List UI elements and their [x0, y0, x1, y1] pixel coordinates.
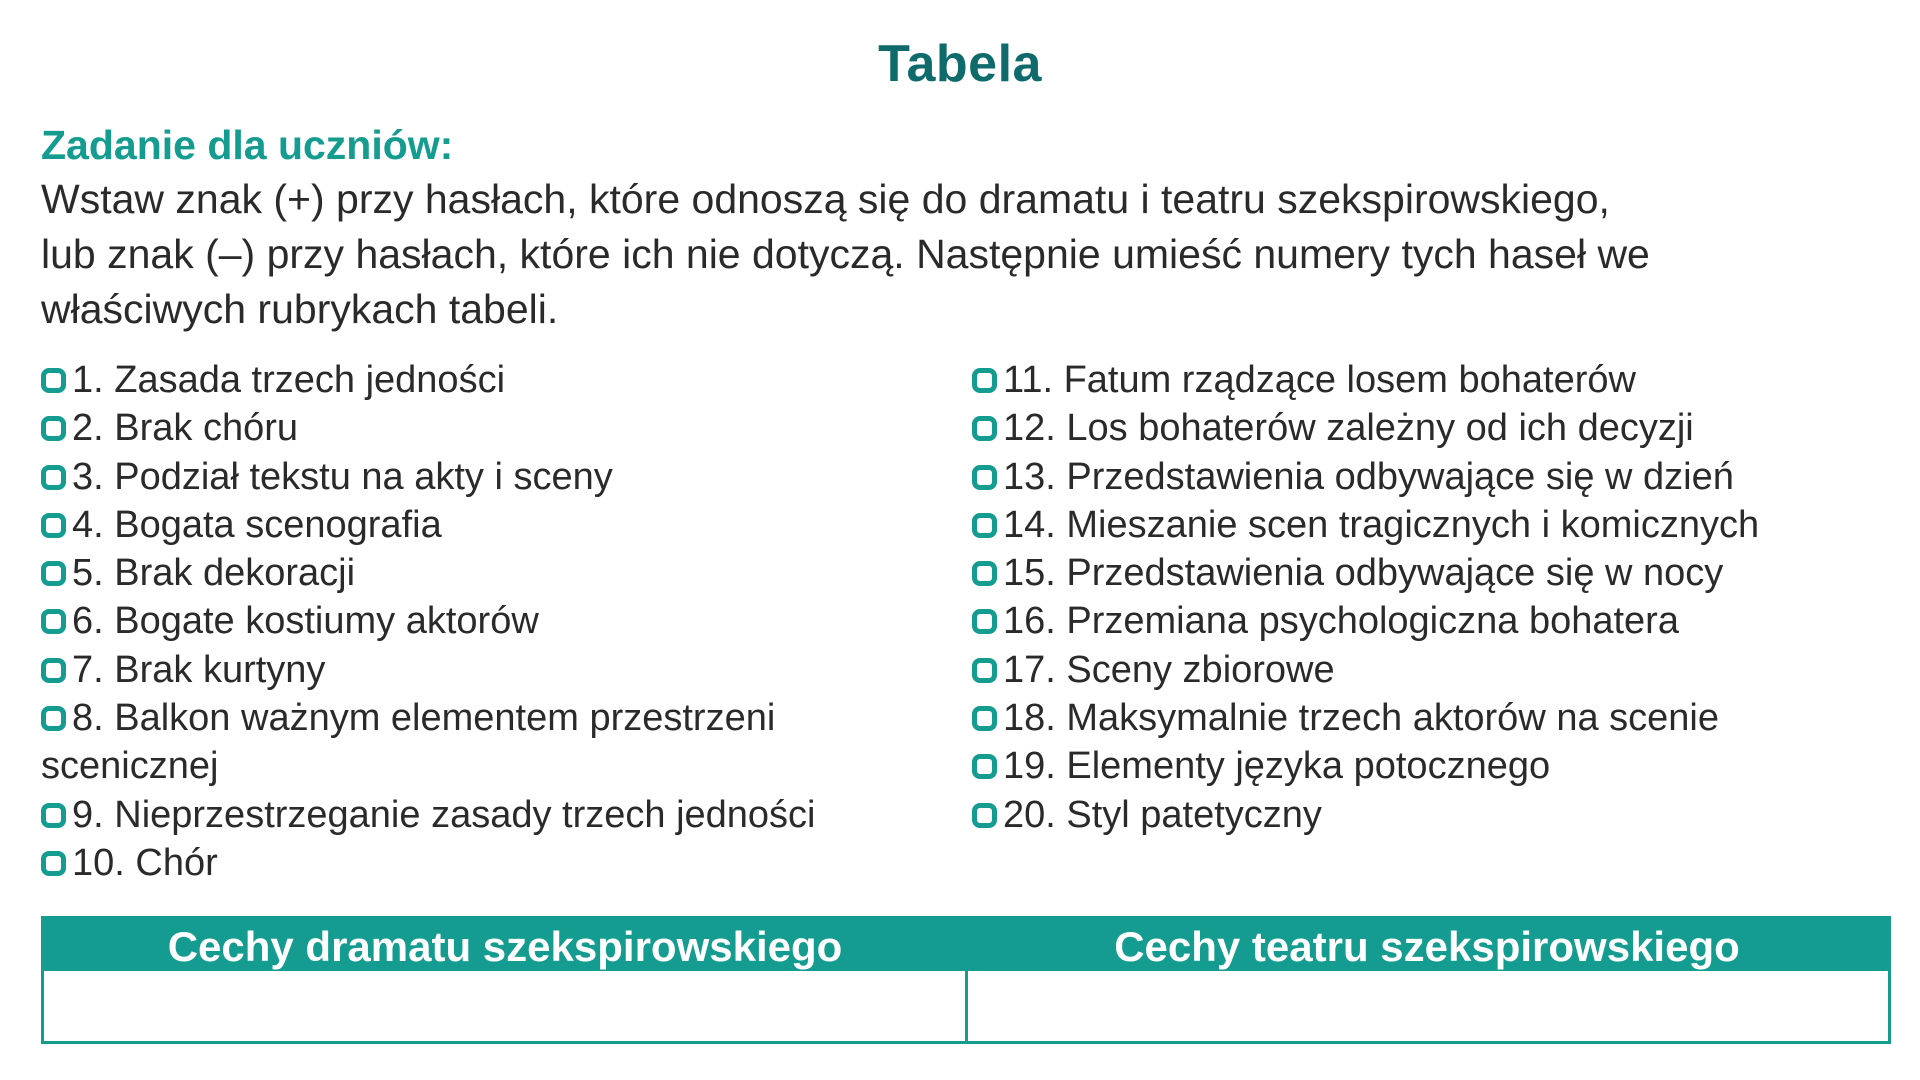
list-item: [41, 791, 941, 839]
item-label: 10. Chór: [72, 841, 218, 884]
list-item: [41, 356, 941, 404]
checkbox-icon[interactable]: [41, 851, 66, 876]
item-label: 4. Bogata scenografia: [72, 503, 442, 546]
checkbox-icon[interactable]: [972, 706, 997, 731]
task-instructions: [41, 118, 1841, 337]
list-item: [41, 404, 941, 452]
item-label: 17. Sceny zbiorowe: [1003, 648, 1335, 691]
list-item: [972, 549, 1892, 597]
item-label: 14. Mieszanie scen tragicznych i komicznych: [1003, 503, 1760, 546]
list-item: [41, 646, 941, 694]
table-header: [44, 919, 1888, 971]
list-item: [972, 791, 1892, 839]
checkbox-icon[interactable]: [41, 368, 66, 393]
item-label: 1. Zasada trzech jedności: [72, 359, 506, 401]
checkbox-icon[interactable]: [972, 754, 997, 779]
column-header-drama: Cechy dramatu szekspirowskiego: [167, 923, 843, 970]
items-left-column: [41, 356, 941, 887]
checkbox-icon[interactable]: [972, 803, 997, 828]
column-header-theatre: Cechy teatru szekspirowskiego: [1114, 923, 1740, 970]
item-label: 5. Brak dekoracji: [72, 552, 356, 595]
list-item: [972, 694, 1892, 742]
items-right-column: [972, 356, 1892, 839]
item-label: 12. Los bohaterów zależny od ich decyzji: [1003, 407, 1694, 450]
checkbox-icon[interactable]: [41, 416, 66, 441]
item-label: 19. Elementy języka potocznego: [1003, 745, 1551, 788]
list-item: [972, 646, 1892, 694]
checkbox-icon[interactable]: [972, 416, 997, 441]
list-item-continuation: scenicznej: [41, 745, 219, 788]
list-item: [972, 501, 1892, 549]
list-item: [41, 549, 941, 597]
list-item: [41, 597, 941, 645]
item-label: 11. Fatum rządzące losem bohaterów: [1003, 359, 1636, 401]
checkbox-icon[interactable]: [972, 513, 997, 538]
item-label: 16. Przemiana psychologiczna bohatera: [1003, 600, 1679, 643]
item-label: 13. Przedstawienia odbywające się w dzień: [1003, 455, 1734, 498]
list-item: [972, 404, 1892, 452]
item-label: 9. Nieprzestrzeganie zasady trzech jedności: [72, 793, 816, 836]
item-label: 6. Bogate kostiumy aktorów: [72, 600, 539, 643]
item-label: 15. Przedstawienia odbywające się w nocy: [1003, 552, 1724, 595]
list-item: [41, 501, 941, 549]
task-line-1: Wstaw znak (+) przy hasłach, które odnoszą się do dramatu i teatru szekspirowskiego,: [41, 176, 1610, 222]
checkbox-icon[interactable]: [41, 465, 66, 490]
task-line-2: lub znak (–) przy hasłach, które ich nie dotyczą. Następnie umieść numery tych haseł we: [41, 231, 1650, 277]
task-text: [41, 172, 1761, 337]
checkbox-icon[interactable]: [972, 561, 997, 586]
checkbox-icon[interactable]: [972, 465, 997, 490]
answer-cell-theatre[interactable]: [965, 971, 1889, 1041]
checkbox-icon[interactable]: [972, 658, 997, 683]
item-label: 8. Balkon ważnym elementem przestrzeni: [72, 697, 776, 740]
checkbox-icon[interactable]: [41, 706, 66, 731]
list-item: [41, 453, 941, 501]
list-item: [972, 742, 1892, 790]
checkbox-icon[interactable]: [41, 513, 66, 538]
page-title: Tabela: [878, 35, 1042, 93]
item-label: 2. Brak chóru: [72, 407, 298, 450]
item-label: 3. Podział tekstu na akty i sceny: [72, 455, 613, 498]
item-label: 7. Brak kurtyny: [72, 648, 326, 691]
checkbox-icon[interactable]: [41, 803, 66, 828]
checkbox-icon[interactable]: [972, 368, 997, 393]
list-item: [972, 597, 1892, 645]
checkbox-icon[interactable]: [41, 609, 66, 634]
answer-cell-drama[interactable]: [44, 971, 965, 1041]
list-item: [41, 839, 941, 887]
list-item: [41, 694, 941, 742]
checkbox-icon[interactable]: [41, 561, 66, 586]
checkbox-icon[interactable]: [41, 658, 66, 683]
item-label: 20. Styl patetyczny: [1003, 793, 1322, 836]
table-row: [44, 971, 1888, 1041]
answer-table: [41, 916, 1891, 1044]
checkbox-icon[interactable]: [972, 609, 997, 634]
task-line-3: właściwych rubrykach tabeli.: [41, 286, 559, 332]
list-item: [972, 356, 1892, 404]
item-label: 18. Maksymalnie trzech aktorów na scenie: [1003, 697, 1719, 740]
list-item: [972, 453, 1892, 501]
task-label: Zadanie dla uczniów:: [41, 122, 454, 168]
